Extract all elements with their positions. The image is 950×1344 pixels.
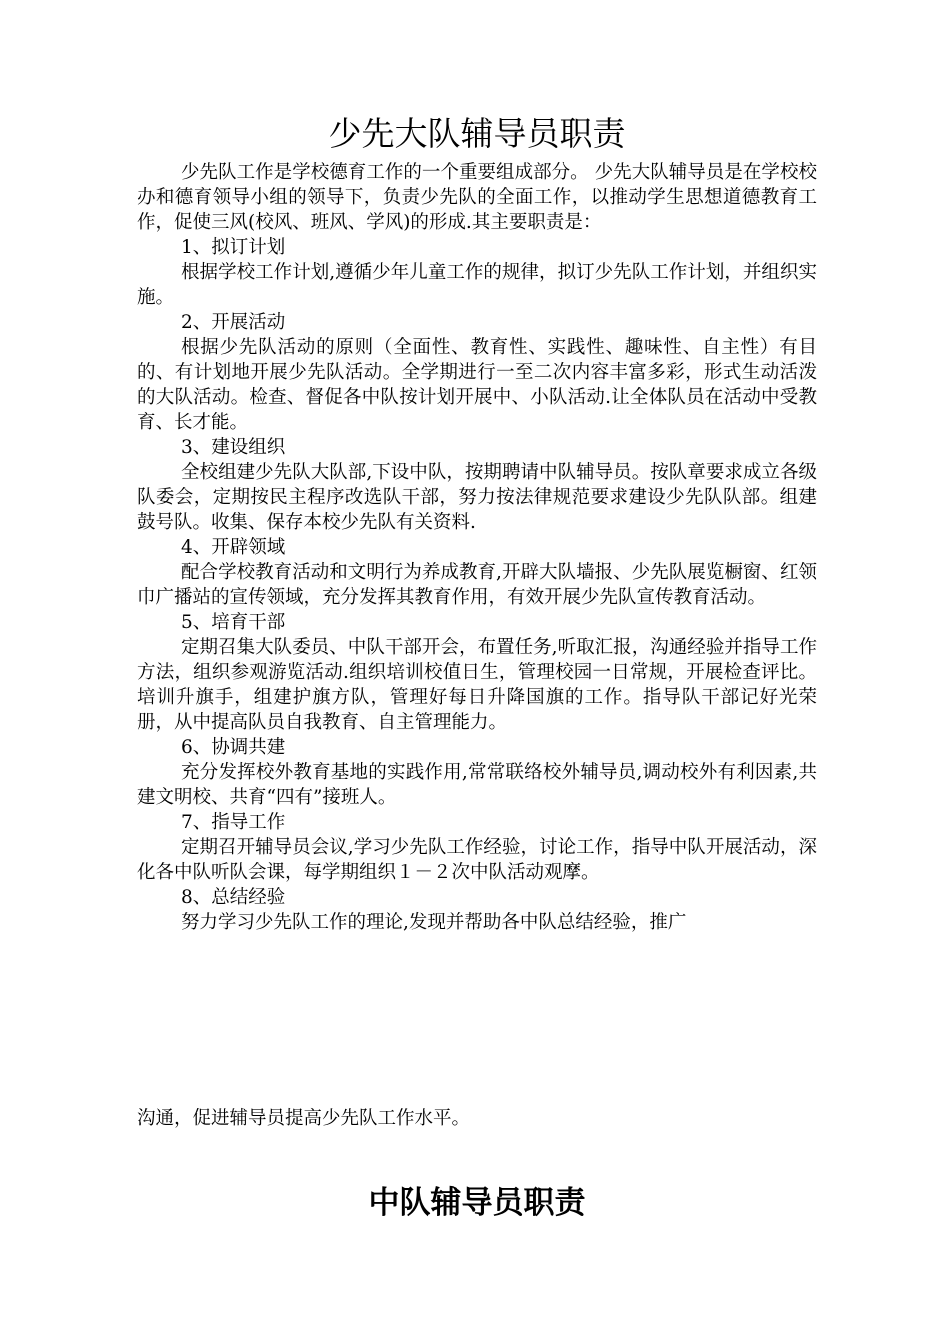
section-heading: 7、指导工作	[181, 812, 286, 833]
section-heading: 3、建设组织	[181, 437, 286, 458]
continuation-text: 沟通，促进辅导员提高少先队工作水平。	[137, 1108, 471, 1129]
section-text: 全校组建少先队大队部,下设中队，按期聘请中队辅导员。按队章要求成立各级队委会，定期按民主程序改选队干部，努力按法律规范要求建设少先队队部。组建鼓号队。收集、保存本校少先队有关资料.	[137, 462, 817, 533]
section-heading: 2、开展活动	[181, 312, 286, 333]
section-heading: 1、拟订计划	[181, 237, 286, 258]
section-heading: 6、协调共建	[181, 737, 286, 758]
intro-paragraph: 少先队工作是学校德育工作的一个重要组成部分。 少先大队辅导员是在学校校办和德育领导小组的领导下，负责少先队的全面工作，以推动学生思想道德教育工作，促使三风(校风、班风、学风)的形成.其主要职责是：	[137, 162, 817, 233]
section-text: 充分发挥校外教育基地的实践作用,常常联络校外辅导员,调动校外有利因素,共建文明校、共育“四有”接班人。	[137, 762, 817, 808]
section-text: 配合学校教育活动和文明行为养成教育,开辟大队墙报、少先队展览橱窗、红领巾广播站的宣传领域，充分发挥其教育作用，有效开展少先队宣传教育活动。	[137, 562, 817, 608]
section-text: 根据少先队活动的原则（全面性、教育性、实践性、趣味性、自主性）有目的、有计划地开展少先队活动。全学期进行一至二次内容丰富多彩，形式生动活泼的大队活动。检查、督促各中队按计划开展中、小队活动.让全体队员在活动中受教育、长才能。	[137, 337, 817, 433]
section-text: 努力学习少先队工作的理论,发现并帮助各中队总结经验，推广	[181, 912, 687, 933]
section-heading: 4、开辟领域	[181, 537, 286, 558]
section-text: 定期召集大队委员、中队干部开会，布置任务,听取汇报，沟通经验并指导工作方法，组织参观游览活动.组织培训校值日生，管理校园一日常规，开展检查评比。培训升旗手，组建护旗方队，管理好每日升降国旗的工作。指导队干部记好光荣册，从中提高队员自我教育、自主管理能力。	[137, 637, 817, 733]
section-text: 定期召开辅导员会议,学习少先队工作经验，讨论工作，指导中队开展活动，深化各中队听队会课，每学期组织１－２次中队活动观摩。	[137, 837, 817, 883]
section-heading: 5、培育干部	[181, 612, 286, 633]
second-title: 中队辅导员职责	[368, 1185, 586, 1221]
section-heading: 8、总结经验	[181, 887, 286, 908]
document-body	[137, 160, 817, 935]
section-text: 根据学校工作计划,遵循少年儿童工作的规律，拟订少先队工作计划，并组织实施。	[137, 262, 817, 308]
page-title: 少先大队辅导员职责	[328, 114, 626, 153]
